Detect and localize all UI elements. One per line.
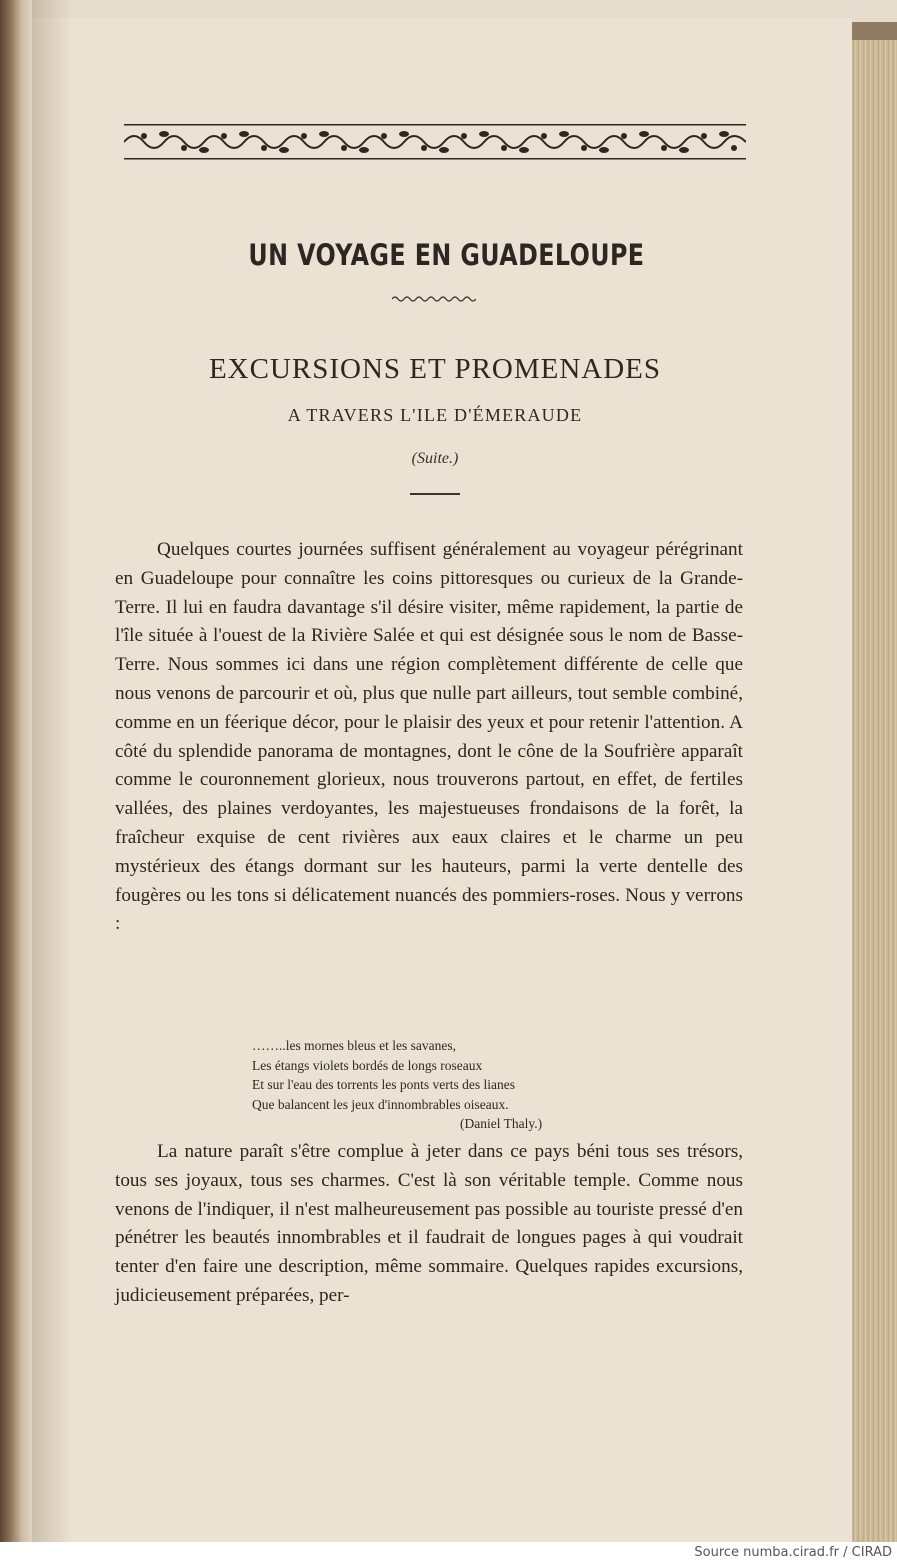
section-rule	[410, 493, 460, 495]
spine-shadow	[32, 0, 72, 1542]
article-title: UN VOYAGE EN GUADELOUPE	[248, 238, 645, 272]
body-paragraph-1: Quelques courtes journées suffisent généralement au voyageur pérégrinant en Guadeloupe pour connaître les coins pittoresques ou curieux de la Grande-Terre. Il lui en faudra davantage s'il désire visiter, même rapidement, la partie de l'île située à l'ouest de la Rivière Salée et qui est désignée sous le nom de Basse-Terre. Nous sommes ici dans une région complètement différente de celle que nous venons de parcourir et où, plus que nulle part ailleurs, tout semble combiné, comme en un féerique décor, pour le plaisir des yeux et pour retenir l'attention. A côté du splendide panorama de montagnes, dont le cône de la Soufrière apparaît comme le couronnement glorieux, nous trouverons partout, en effet, de fertiles vallées, des plaines verdoyantes, les majestueuses frondaisons de la forêt, la fraîcheur exquise de cent rivières aux eaux claires et le charme un peu mystérieux des étangs dormant sur les hauteurs, parmi la verte dentelle des fougères ou les tons si délicatement nuancés des pommiers-roses. Nous y verrons :	[115, 539, 743, 935]
title-divider-squiggle	[392, 292, 476, 306]
ornamental-header-band	[124, 122, 746, 162]
page-edges	[852, 40, 897, 1542]
section-subtitle: EXCURSIONS ET PROMENADES	[208, 353, 662, 385]
poem-line-2: Les étangs violets bordés de longs roseaux	[252, 1057, 483, 1073]
continuation-note: (Suite.)	[411, 450, 459, 467]
body-paragraph-2: La nature paraît s'être complue à jeter dans ce pays béni tous ses trésors, tous ses joyaux, tous ses charmes. C'est là son véritable temple. Comme nous venons de l'indiquer, il n'est malheureusement pas possible au touriste pressé d'en pénétrer les beautés innombrables et il faudrait de longues pages à qui voudrait tenter d'en faire une description, même sommaire. Quelques rapides excursions, judicieusement préparées, per-	[115, 1141, 743, 1306]
section-subsubtitle: A TRAVERS L'ILE D'ÉMERAUDE	[287, 405, 583, 425]
poem-line-1: ……..les mornes bleus et les savanes,	[252, 1038, 456, 1053]
source-credit: Source numba.cirad.fr / CIRAD	[694, 1545, 892, 1560]
binding-top	[852, 22, 897, 42]
poem-attribution: (Daniel Thaly.)	[460, 1116, 543, 1131]
facing-page-edge	[0, 0, 32, 1542]
poem-line-3: Et sur l'eau des torrents les ponts verts des lianes	[252, 1077, 515, 1092]
poem-quote	[252, 1036, 652, 1134]
poem-line-4: Que balancent les jeux d'innombrables oiseaux.	[252, 1096, 509, 1112]
